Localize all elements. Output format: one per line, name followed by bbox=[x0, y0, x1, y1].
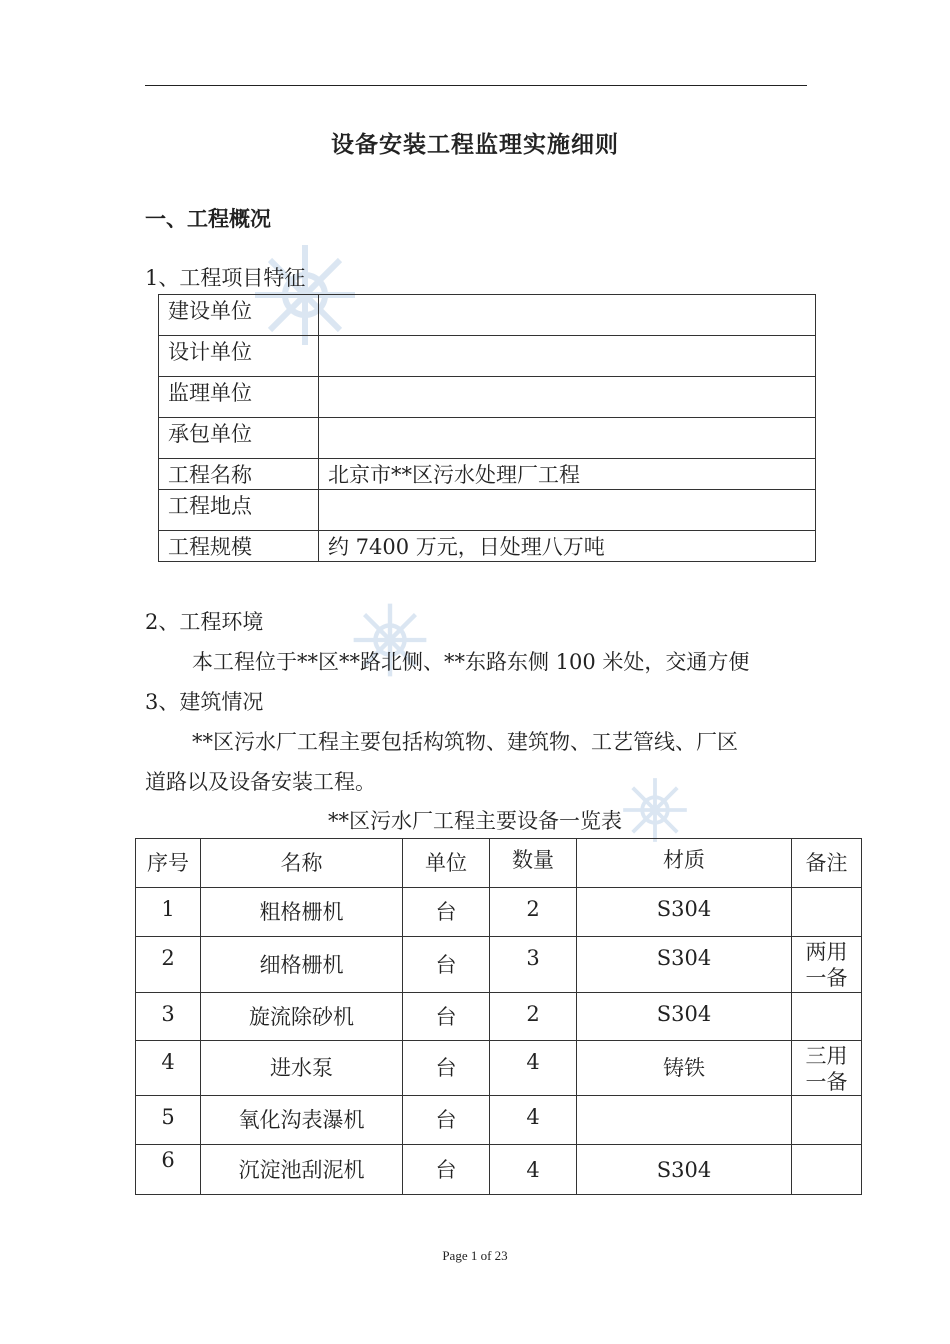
paragraph-buildings-line2: 道路以及设备安装工程。 bbox=[145, 770, 376, 794]
table-value: 北京市**区污水处理厂工程 bbox=[319, 459, 816, 490]
cell-name: 进水泵 bbox=[201, 1041, 403, 1096]
cell-name: 沉淀池刮泥机 bbox=[201, 1145, 403, 1195]
table-row bbox=[159, 336, 816, 377]
project-info-table bbox=[158, 294, 816, 562]
column-header: 备注 bbox=[792, 839, 862, 888]
table-row bbox=[136, 937, 862, 993]
equipment-table-caption: **区污水厂工程主要设备一览表 bbox=[328, 809, 622, 833]
table-value bbox=[319, 377, 816, 418]
page-footer: Page 1 of 23 bbox=[442, 1248, 508, 1263]
cell-no: 1 bbox=[136, 888, 201, 937]
table-label: 设计单位 bbox=[159, 336, 319, 377]
cell-note bbox=[792, 1145, 862, 1195]
paragraph-buildings-line1: **区污水厂工程主要包括构筑物、建筑物、工艺管线、厂区 bbox=[192, 730, 738, 754]
cell-no: 2 bbox=[136, 937, 201, 993]
table-row bbox=[159, 490, 816, 531]
cell-name: 旋流除砂机 bbox=[201, 993, 403, 1041]
cell-material: S304 bbox=[577, 993, 792, 1041]
cell-no: 5 bbox=[136, 1096, 201, 1145]
cell-material: S304 bbox=[577, 937, 792, 993]
cell-no: 6 bbox=[136, 1145, 201, 1195]
table-label: 监理单位 bbox=[159, 377, 319, 418]
cell-unit: 台 bbox=[403, 1096, 490, 1145]
note-line: 两用 bbox=[805, 940, 848, 964]
cell-no: 3 bbox=[136, 993, 201, 1041]
section-heading-overview: 一、工程概况 bbox=[145, 206, 271, 231]
table-label: 工程地点 bbox=[159, 490, 319, 531]
table-row bbox=[136, 1041, 862, 1096]
cell-qty: 3 bbox=[490, 937, 577, 993]
note-line: 一备 bbox=[805, 966, 848, 990]
cell-note bbox=[792, 1096, 862, 1145]
paragraph-environment: 本工程位于**区**路北侧、**东路东侧 100 米处，交通方便 bbox=[192, 650, 750, 674]
cell-name: 氧化沟表瀑机 bbox=[201, 1096, 403, 1145]
table-value bbox=[319, 490, 816, 531]
cell-unit: 台 bbox=[403, 993, 490, 1041]
table-value bbox=[319, 295, 816, 336]
table-label: 建设单位 bbox=[159, 295, 319, 336]
table-row bbox=[136, 1096, 862, 1145]
cell-note bbox=[792, 1041, 862, 1096]
cell-no: 4 bbox=[136, 1041, 201, 1096]
table-row bbox=[159, 418, 816, 459]
cell-unit: 台 bbox=[403, 937, 490, 993]
cell-material: 铸铁 bbox=[577, 1041, 792, 1096]
table-value bbox=[319, 418, 816, 459]
note-line: 三用 bbox=[805, 1044, 848, 1068]
table-row bbox=[136, 888, 862, 937]
cell-material: S304 bbox=[577, 1145, 792, 1195]
table-label: 工程名称 bbox=[159, 459, 319, 490]
column-header: 材质 bbox=[577, 839, 792, 888]
table-row bbox=[159, 459, 816, 490]
cell-unit: 台 bbox=[403, 888, 490, 937]
table-value bbox=[319, 336, 816, 377]
header-rule bbox=[145, 85, 807, 86]
column-header: 名称 bbox=[201, 839, 403, 888]
table-label: 承包单位 bbox=[159, 418, 319, 459]
table-header-row bbox=[136, 839, 862, 888]
cell-note bbox=[792, 993, 862, 1041]
cell-material bbox=[577, 1096, 792, 1145]
table-label: 工程规模 bbox=[159, 531, 319, 562]
cell-qty: 4 bbox=[490, 1041, 577, 1096]
subheading-buildings: 3、建筑情况 bbox=[145, 690, 264, 714]
table-row bbox=[136, 1145, 862, 1195]
cell-unit: 台 bbox=[403, 1041, 490, 1096]
cell-note bbox=[792, 888, 862, 937]
cell-qty: 4 bbox=[490, 1096, 577, 1145]
note-line: 一备 bbox=[805, 1070, 848, 1094]
document-title: 设备安装工程监理实施细则 bbox=[331, 131, 619, 158]
equipment-table bbox=[135, 838, 862, 1195]
table-row bbox=[159, 531, 816, 562]
subheading-project-features: 1、工程项目特征 bbox=[145, 266, 306, 290]
column-header: 数量 bbox=[490, 839, 577, 888]
cell-qty: 2 bbox=[490, 993, 577, 1041]
table-value: 约 7400 万元，日处理八万吨 bbox=[319, 531, 816, 562]
cell-name: 粗格栅机 bbox=[201, 888, 403, 937]
table-row bbox=[159, 295, 816, 336]
column-header: 序号 bbox=[136, 839, 201, 888]
cell-unit: 台 bbox=[403, 1145, 490, 1195]
table-row bbox=[136, 993, 862, 1041]
cell-qty: 4 bbox=[490, 1145, 577, 1195]
column-header: 单位 bbox=[403, 839, 490, 888]
cell-qty: 2 bbox=[490, 888, 577, 937]
cell-name: 细格栅机 bbox=[201, 937, 403, 993]
cell-material: S304 bbox=[577, 888, 792, 937]
cell-note bbox=[792, 937, 862, 993]
subheading-environment: 2、工程环境 bbox=[145, 610, 264, 634]
table-row bbox=[159, 377, 816, 418]
